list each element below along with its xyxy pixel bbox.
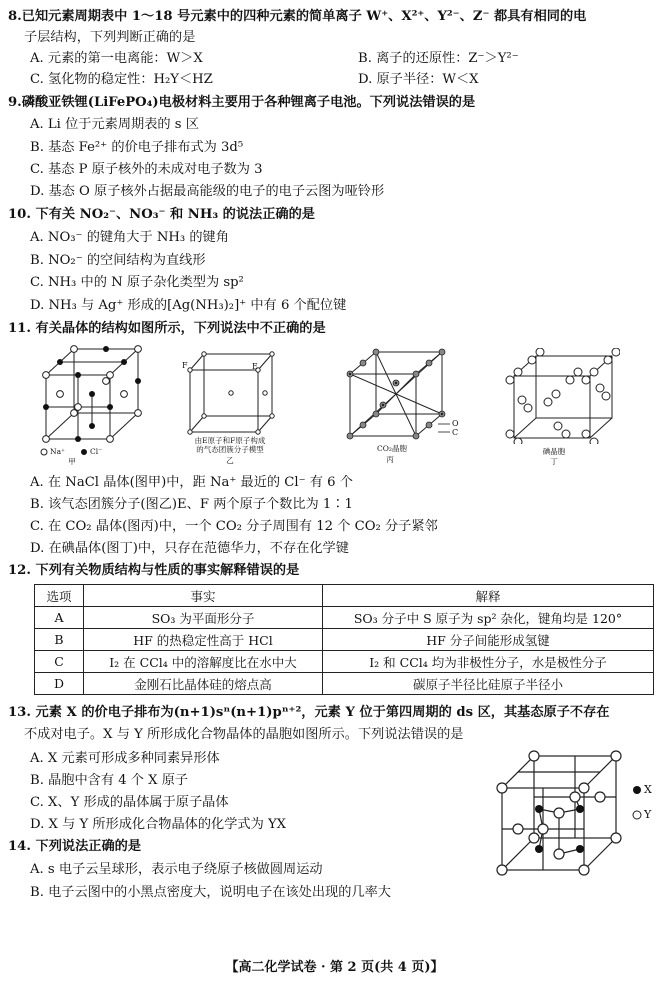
- table-cell: SO₃ 为平面形分子: [84, 607, 323, 629]
- fig-bing-c-label: C: [452, 428, 459, 437]
- q9-option-a: A. Li 位于元素周期表的 s 区: [30, 117, 199, 132]
- q11-option-b: B. 该气态团簇分子(图乙)E、F 两个原子个数比为 1∶1: [30, 497, 353, 512]
- fig-bing-caption: CO₂晶胞: [377, 444, 407, 453]
- nacl-cell-figure: [38, 345, 150, 445]
- xy-cell-figure: [494, 748, 624, 880]
- fig-bing-o-label: O: [452, 419, 459, 428]
- fig-bing-label: 丙: [386, 455, 394, 464]
- table-cell: I₂ 在 CCl₄ 中的溶解度比在水中大: [84, 651, 323, 673]
- table-header: 事实: [84, 585, 323, 607]
- q10-option-b: B. NO₂⁻ 的空间结构为直线形: [30, 253, 206, 268]
- q13-option-c: C. X、Y 形成的晶体属于原子晶体: [30, 795, 229, 810]
- table-cell: B: [35, 629, 84, 651]
- q11-option-d: D. 在碘晶体(图丁)中，只存在范德华力，不存在化学键: [30, 541, 349, 556]
- q13-option-d: D. X 与 Y 所形成化合物晶体的化学式为 YX: [30, 817, 287, 832]
- table-header: 解释: [323, 585, 654, 607]
- q12-stem: 12. 下列有关物质结构与性质的事实解释错误的是: [8, 563, 300, 578]
- q11-stem: 11. 有关晶体的结构如图所示，下列说法中不正确的是: [8, 321, 326, 336]
- fig-yi-caption-1: 由E原子和F原子构成: [194, 436, 266, 445]
- q13-stem-line2: 不成对电子。X 与 Y 所形成化合物晶体的晶胞如图所示。下列说法错误的是: [24, 727, 464, 742]
- table-cell: C: [35, 651, 84, 673]
- fig-ding-caption: 碘晶胞: [542, 447, 566, 456]
- q11-option-c: C. 在 CO₂ 晶体(图丙)中，一个 CO₂ 分子周围有 12 个 CO₂ 分子紧邻: [30, 519, 438, 534]
- na-legend-icon: [40, 448, 48, 456]
- fig-yi-e-label: E: [252, 362, 258, 371]
- fig-ding-label: 丁: [550, 457, 558, 466]
- x-legend-label: X: [644, 783, 652, 796]
- iodine-cell-figure: [500, 348, 620, 444]
- q8-stem-line1: 8.已知元素周期表中 1～18 号元素中的四种元素的简单离子 W⁺、X²⁺、Y²⁻、Z⁻ 都具有相同的电: [8, 9, 587, 24]
- table-cell: HF 的热稳定性高于 HCl: [84, 629, 323, 651]
- q14-option-b: B. 电子云图中的小黑点密度大，说明电子在该处出现的几率大: [30, 885, 391, 900]
- q10-option-d: D. NH₃ 与 Ag⁺ 形成的[Ag(NH₃)₂]⁺ 中有 6 个配位键: [30, 298, 347, 313]
- co2-cell-figure: [338, 344, 459, 442]
- q8-stem-line2: 子层结构，下列判断正确的是: [24, 30, 196, 45]
- table-cell: D: [35, 673, 84, 695]
- q14-option-a: A. s 电子云呈球形，表示电子绕原子核做圆周运动: [30, 862, 323, 877]
- q9-option-b: B. 基态 Fe²⁺ 的价电子排布式为 3d⁵: [30, 140, 244, 155]
- q11-option-a: A. 在 NaCl 晶体(图甲)中，距 Na⁺ 最近的 Cl⁻ 有 6 个: [30, 475, 353, 490]
- fig-yi-label: 乙: [226, 456, 234, 465]
- table-row: [35, 651, 654, 673]
- table-cell: 碳原子半径比硅原子半径小: [323, 673, 654, 695]
- table-row: [35, 607, 654, 629]
- table-cell: I₂ 和 CCl₄ 均为非极性分子，水是极性分子: [323, 651, 654, 673]
- q13-stem-line1: 13. 元素 X 的价电子排布为(n+1)sⁿ(n+1)pⁿ⁺²，元素 Y 位于第四周期的 ds 区，其基态原子不存在: [8, 705, 610, 720]
- table-cell: SO₃ 分子中 S 原子为 sp² 杂化，键角均是 120°: [323, 607, 654, 629]
- q9-stem: 9.磷酸亚铁锂(LiFePO₄)电极材料主要用于各种锂离子电池。下列说法错误的是: [8, 95, 476, 110]
- q8-option-a: A. 元素的第一电离能：W＞X: [30, 51, 203, 66]
- table-cell: A: [35, 607, 84, 629]
- na-legend-label: Na⁺: [50, 447, 65, 456]
- q10-option-c: C. NH₃ 中的 N 原子杂化类型为 sp²: [30, 275, 244, 290]
- q10-stem: 10. 下有关 NO₂⁻、NO₃⁻ 和 NH₃ 的说法正确的是: [8, 207, 315, 222]
- table-header: 选项: [35, 585, 84, 607]
- cluster-figure: [180, 348, 280, 438]
- x-legend-icon: [632, 785, 642, 795]
- fig-jia-label: 甲: [68, 457, 76, 466]
- y-legend-label: Y: [644, 808, 652, 821]
- table-cell: 金刚石比晶体硅的熔点高: [84, 673, 323, 695]
- q8-option-b: B. 离子的还原性：Z⁻＞Y²⁻: [358, 51, 519, 66]
- fig-yi-f-label: F: [182, 361, 188, 370]
- y-legend-icon: [632, 810, 642, 820]
- table-row: [35, 629, 654, 651]
- q12-table: [34, 584, 654, 695]
- page-footer: 【高二化学试卷 · 第 2 页(共 4 页)】: [225, 960, 444, 975]
- q10-option-a: A. NO₃⁻ 的键角大于 NH₃ 的键角: [30, 230, 229, 245]
- q13-option-b: B. 晶胞中含有 4 个 X 原子: [30, 773, 189, 788]
- cl-legend-label: Cl⁻: [90, 447, 103, 456]
- table-row: [35, 673, 654, 695]
- q13-option-a: A. X 元素可形成多种同素异形体: [30, 751, 220, 766]
- q8-option-c: C. 氢化物的稳定性：H₂Y＜HZ: [30, 72, 213, 87]
- cl-legend-icon: [80, 448, 88, 456]
- table-header-row: [35, 585, 654, 607]
- q14-stem: 14. 下列说法正确的是: [8, 839, 142, 854]
- q9-option-d: D. 基态 O 原子核外占据最高能级的电子的电子云图为哑铃形: [30, 184, 385, 199]
- q9-option-c: C. 基态 P 原子核外的未成对电子数为 3: [30, 162, 263, 177]
- q8-option-d: D. 原子半径：W＜X: [358, 72, 479, 87]
- fig-yi-caption-2: 的气态团簇分子模型: [196, 445, 264, 454]
- table-cell: HF 分子间能形成氢键: [323, 629, 654, 651]
